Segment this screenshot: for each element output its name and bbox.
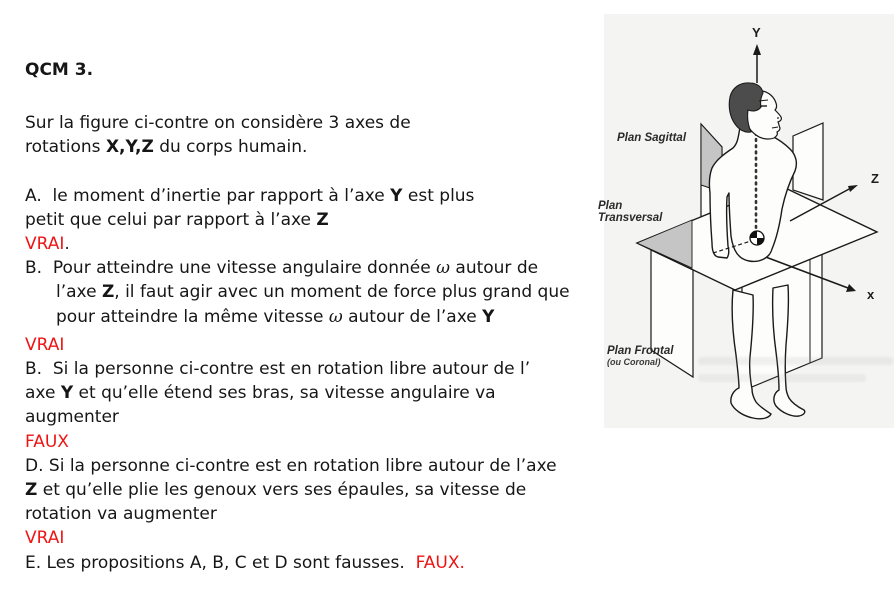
qcm-line bbox=[25, 280, 610, 304]
statement-text: X,Y,Z bbox=[105, 137, 154, 158]
qcm-line bbox=[25, 430, 610, 454]
statement-text: Z bbox=[25, 480, 38, 501]
qcm-line bbox=[25, 551, 610, 575]
z-axis-label: Z bbox=[871, 171, 879, 186]
qcm-line bbox=[25, 478, 610, 502]
answer-text: VRAI bbox=[25, 234, 65, 255]
x-axis-label: x bbox=[867, 287, 875, 302]
answer-text: FAUX bbox=[25, 431, 69, 452]
y-axis-label: Y bbox=[752, 25, 761, 40]
qcm-line bbox=[25, 305, 610, 329]
transverse-plane-label-line1: Plan bbox=[598, 200, 623, 212]
statement-text: et qu’elle plie les genoux vers ses épaules, sa vitesse de bbox=[37, 480, 527, 501]
center-of-mass-icon bbox=[750, 231, 764, 245]
qcm-line bbox=[25, 333, 610, 357]
qcm-line bbox=[25, 111, 610, 135]
statement-text: l’axe bbox=[56, 282, 102, 303]
statement-text: . bbox=[64, 234, 70, 255]
statement-text: B. Pour atteindre une vitesse angulaire donnée bbox=[25, 258, 437, 279]
statement-text: axe bbox=[25, 383, 61, 404]
statement-text: Sur la figure ci-contre on considère 3 axes de bbox=[25, 113, 411, 134]
qcm-line bbox=[25, 208, 610, 232]
statement-text: autour de bbox=[450, 258, 539, 279]
frontal-plane-label-line2: (ou Coronal) bbox=[607, 357, 661, 367]
qcm-text-block bbox=[25, 58, 610, 575]
transverse-plane-label-line2: Transversal bbox=[598, 212, 663, 224]
qcm-line bbox=[25, 232, 610, 256]
statement-text: ω bbox=[436, 258, 450, 279]
answer-text: VRAI bbox=[25, 334, 65, 355]
qcm-line bbox=[25, 454, 610, 478]
statement-text: augmenter bbox=[25, 407, 119, 428]
qcm-line bbox=[25, 405, 610, 429]
statement-text: D. Si la personne ci-contre est en rotation libre autour de l’axe bbox=[25, 455, 557, 476]
body-planes-diagram bbox=[592, 0, 896, 589]
statement-text: E. Les propositions A, B, C et D sont fausses. bbox=[25, 552, 416, 573]
statement-text: A. le moment d’inertie par rapport à l’axe bbox=[25, 185, 391, 206]
qcm-line bbox=[25, 256, 610, 280]
statement-text: Z bbox=[101, 282, 115, 303]
statement-text: autour de l’axe bbox=[342, 306, 483, 327]
statement-text: Y bbox=[482, 306, 495, 327]
answer-text: FAUX. bbox=[415, 552, 465, 573]
statement-text: QCM 3. bbox=[25, 60, 94, 80]
statement-text: ω bbox=[328, 306, 343, 327]
qcm-line bbox=[25, 502, 610, 526]
statement-text: rotation va augmenter bbox=[25, 504, 217, 525]
statement-text: , il faut agir avec un moment de force plus grand que bbox=[114, 282, 570, 303]
statement-text: pour atteindre la même vitesse bbox=[56, 306, 329, 327]
qcm-line bbox=[25, 135, 610, 159]
statement-text: rotations bbox=[25, 137, 106, 158]
statement-text: B. Si la personne ci-contre est en rotation libre autour de l’ bbox=[25, 359, 531, 380]
nostril bbox=[777, 117, 779, 119]
qcm-line bbox=[25, 184, 610, 208]
qcm-line bbox=[25, 381, 610, 405]
qcm-line bbox=[25, 526, 610, 550]
statement-text: petit que celui par rapport à l’axe bbox=[25, 209, 317, 230]
frontal-plane-label-line1: Plan Frontal bbox=[607, 345, 674, 357]
statement-text: Y bbox=[60, 383, 74, 404]
statement-text: est plus bbox=[402, 185, 475, 206]
qcm-line bbox=[25, 357, 610, 381]
answer-text: VRAI bbox=[25, 528, 65, 549]
sagittal-plane-label: Plan Sagittal bbox=[617, 132, 687, 144]
statement-text: du corps humain. bbox=[153, 137, 308, 158]
qcm-line bbox=[25, 58, 610, 82]
statement-text: Y bbox=[390, 185, 403, 206]
statement-text: et qu’elle étend ses bras, sa vitesse angulaire va bbox=[73, 383, 496, 404]
anatomy-figure bbox=[592, 0, 896, 589]
statement-text: Z bbox=[316, 209, 329, 230]
